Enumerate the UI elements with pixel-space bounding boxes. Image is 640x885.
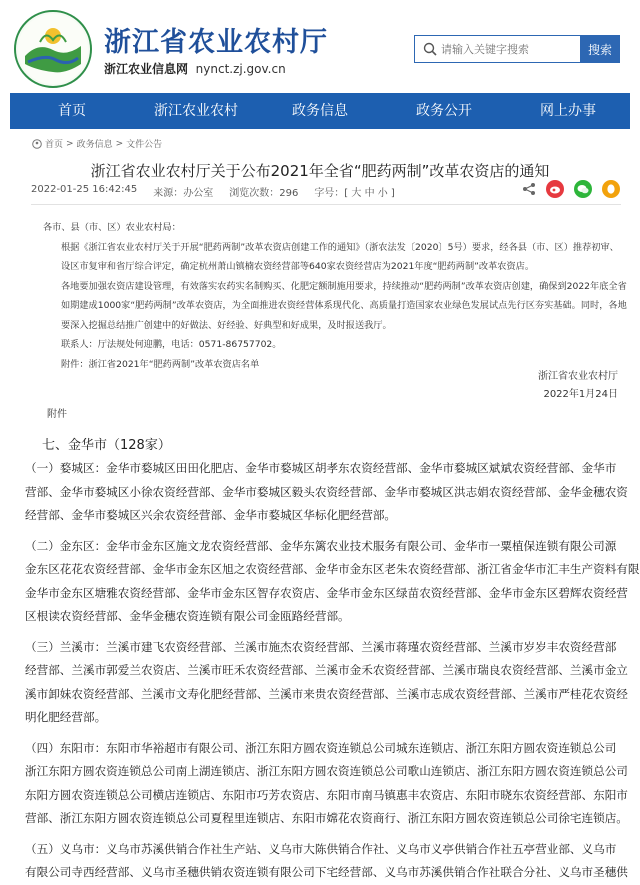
article-views: 浏览次数：296 <box>229 188 299 199</box>
site-subtitle <box>104 60 286 77</box>
list-line: 浙江东阳方圆农资连锁总公司南上湖连锁店、浙江东阳方圆农资连锁总公司歌山连锁店、浙江东阳方圆农资连锁总公司 <box>25 764 628 778</box>
nav-item-government-disclosure[interactable]: 政务公开 <box>416 103 472 119</box>
nav-item-home[interactable]: 首页 <box>58 103 86 119</box>
attachment-heading: 附件 <box>47 409 67 420</box>
list-line: 明化肥经营部。 <box>25 710 107 724</box>
home-icon <box>32 139 42 149</box>
sign-date: 2022年1月24日 <box>543 389 618 400</box>
nav-item-government-info[interactable]: 政务信息 <box>292 103 348 119</box>
list-line: （二）金东区：金华市金东区施文龙农资经营部、金华东篱农业技术服务有限公司、金华市一粟植保连锁有限公司源 <box>25 538 617 553</box>
paragraph: 各地要加强农资店建设管理，有效落实农药实名制购买、化肥定额制施用要求，持续推动“肥药两制”改革农资店创建，确保到2022年底全省如期建成1000家“肥药两制”改革农资店，为全面推进农资经营体系现代化、高质量打造国家农业绿色发展试点先行区夯实基础。同时，各地要深入挖掘总结推广创建中的好做法、好经验、好典型和好成果，及时报送我厅。 <box>61 280 627 331</box>
list-line: 东阳方圆农资连锁总公司横店连锁店、东阳市巧芳农资店、东阳市南马镇惠丰农资店、东阳市晓东农资经营部、东阳市 <box>25 787 628 802</box>
list-line: 区根读农资经营部、金华金穗农资连锁有限公司金瓯路经营部。 <box>25 609 350 623</box>
nav-item-zhejiang-agriculture[interactable]: 浙江农业农村 <box>154 103 238 119</box>
article-date: 2022-01-25 16:42:45 <box>31 184 138 195</box>
contact-line: 联系人：厅法规处何迎鹏，电话：0571-86757702。 <box>61 339 282 350</box>
logo-emblem-icon <box>16 12 90 86</box>
site-logo[interactable] <box>14 10 92 88</box>
site-sub-name: 浙江农业信息网 <box>104 62 189 76</box>
site-header <box>0 0 640 92</box>
article-meta <box>31 184 395 199</box>
sign-org: 浙江省农业农村厅 <box>538 371 618 382</box>
attachment-link[interactable]: 附件：浙江省2021年“肥药两制”改革农资店名单 <box>61 358 260 370</box>
list-line: 有限公司寺西经营部、义乌市圣穗供销农资连锁有限公司下宅经营部、义乌市苏溪供销合作社联合分社、义乌市圣穗供 <box>25 865 628 879</box>
search-box <box>414 35 580 63</box>
site-title: 浙江省农业农村厅 <box>104 27 328 58</box>
list-line: 溪市卸妹农资经营部、兰溪市文寿化肥经营部、兰溪市来贵农资经营部、兰溪市志成农资经营部、兰溪市严桂花农资经 <box>25 686 628 701</box>
weibo-icon[interactable] <box>546 180 564 198</box>
paragraph: 根据《浙江省农业农村厅关于开展“肥药两制”改革农资店创建工作的通知》（浙农法发〔2020〕5号）要求，经各县（市、区）推荐初审、设区市复审和省厅综合评定，确定杭州萧山镇楠农资经营部等640家农资经营店为2021年度“肥药两制”改革农资店。 <box>61 241 619 272</box>
signature-block <box>538 368 618 404</box>
share-icon[interactable] <box>522 182 536 196</box>
city-heading: 七、金华市（128家） <box>42 438 171 453</box>
breadcrumb-file-notice[interactable]: 文件公告 <box>126 140 163 150</box>
main-nav <box>10 93 630 129</box>
list-line: （四）东阳市：东阳市华裕超市有限公司、浙江东阳方圆农资连锁总公司城东连锁店、浙江东阳方圆农资连锁总公司 <box>25 740 617 755</box>
article-title: 浙江省农业农村厅关于公布2021年全省“肥药两制”改革农资店的通知 <box>90 162 550 180</box>
nav-item-online-services[interactable]: 网上办事 <box>540 103 596 119</box>
article-body <box>43 218 628 374</box>
article-source: 来源：办公室 <box>153 188 214 199</box>
search-input[interactable] <box>437 37 577 61</box>
list-line: 经营部、兰溪市郭爱兰农资店、兰溪市旺禾农资经营部、兰溪市金禾农资经营部、兰溪市瑞良农资经营部、兰溪市金立 <box>25 663 628 677</box>
list-line: 经营部、金华市婺城区兴余农资经营部、金华市婺城区华标化肥经营部。 <box>25 508 397 522</box>
font-size-switcher[interactable]: 字号：[ 大 中 小 ] <box>314 188 395 199</box>
list-line: （五）义乌市：义乌市苏溪供销合作社生产站、义乌市大陈供销合作社、义乌市义亭供销合作社五亭营业部、义乌市 <box>25 841 617 856</box>
site-sub-url: nynct.zj.gov.cn <box>195 62 286 76</box>
breadcrumb: 首页 > 政务信息 > 文件公告 <box>32 137 162 150</box>
list-line: （三）兰溪市：兰溪市建飞农资经营部、兰溪市施杰农资经营部、兰溪市蒋瑾农资经营部、兰溪市岁岁丰农资经营部 <box>25 639 617 654</box>
list-line: 金东区花花农资经营部、金华市金东区旭之农资经营部、金华市金东区老朱农资经营部、浙江省金华市汇丰生产资料有限 <box>25 562 640 576</box>
list-line: 营部、金华市婺城区小徐农资经营部、金华市婺城区毅头农资经营部、金华市婺城区洪志娟农资经营部、金华金穗农资 <box>25 484 628 499</box>
qq-icon[interactable] <box>602 180 620 198</box>
list-line: （一）婺城区：金华市婺城区田田化肥店、金华市婺城区胡孝东农资经营部、金华市婺城区斌斌农资经营部、金华市 <box>25 461 617 475</box>
search-icon <box>423 42 437 56</box>
list-line: 营部、浙江东阳方圆农资连锁总公司夏程里连锁店、东阳市嫦花农资商行、浙江东阳方圆农资连锁总公司徐宅连锁店。 <box>25 811 628 825</box>
list-line: 金华市金东区塘雅农资经营部、金华市金东区智存农资店、金华市金东区绿苗农资经营部、金华市金东区碧辉农资经营 <box>25 585 628 600</box>
share-bar <box>522 180 620 198</box>
search-button[interactable]: 搜索 <box>580 35 620 63</box>
wechat-icon[interactable] <box>574 180 592 198</box>
salutation: 各市、县（市、区）农业农村局： <box>43 222 181 233</box>
divider <box>31 204 621 205</box>
breadcrumb-government-info[interactable]: 政务信息 <box>76 140 113 150</box>
store-list <box>25 457 640 885</box>
breadcrumb-home[interactable]: 首页 <box>45 140 64 150</box>
